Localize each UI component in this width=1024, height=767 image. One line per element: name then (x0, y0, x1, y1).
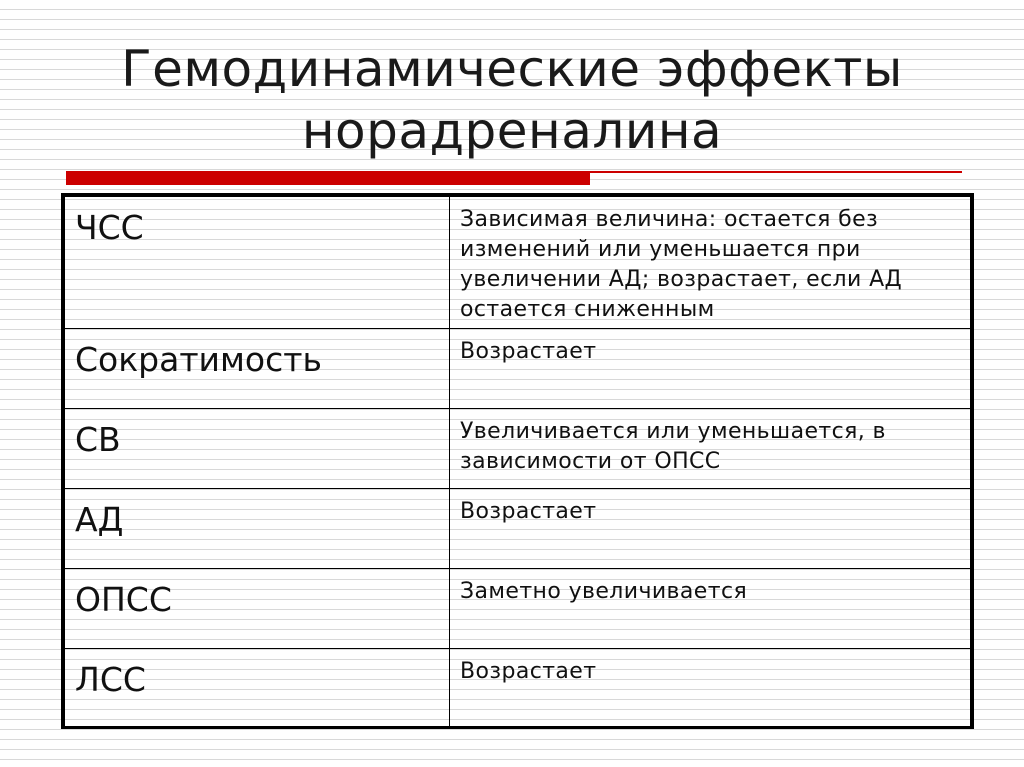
effect-cell: Возрастает (450, 489, 971, 569)
effect-cell: Заметно увеличивается (450, 569, 971, 649)
table-row (65, 329, 971, 409)
parameter-cell: СВ (65, 409, 450, 489)
table-row (65, 409, 971, 489)
effect-cell: Возрастает (450, 329, 971, 409)
parameter-cell: ОПСС (65, 569, 450, 649)
table-row (65, 489, 971, 569)
parameter-cell: Сократимость (65, 329, 450, 409)
page-title (60, 38, 964, 162)
title-line-2: норадреналина (301, 102, 723, 160)
table-row (65, 197, 971, 329)
table-row (65, 649, 971, 727)
effects-table (61, 193, 974, 729)
table-row (65, 569, 971, 649)
parameter-cell: АД (65, 489, 450, 569)
title-underline-accent (66, 173, 590, 185)
effects-table-grid (64, 196, 971, 727)
effect-cell: Увеличивается или уменьшается, в зависимости от ОПСС (450, 409, 971, 489)
title-line-1: Гемодинамические эффекты (121, 40, 903, 98)
parameter-cell: ЛСС (65, 649, 450, 727)
effect-cell: Возрастает (450, 649, 971, 727)
effect-cell: Зависимая величина: остается без изменений или уменьшается при увеличении АД; возрастает, если АД остается сниженным (450, 197, 971, 329)
parameter-cell: ЧСС (65, 197, 450, 329)
